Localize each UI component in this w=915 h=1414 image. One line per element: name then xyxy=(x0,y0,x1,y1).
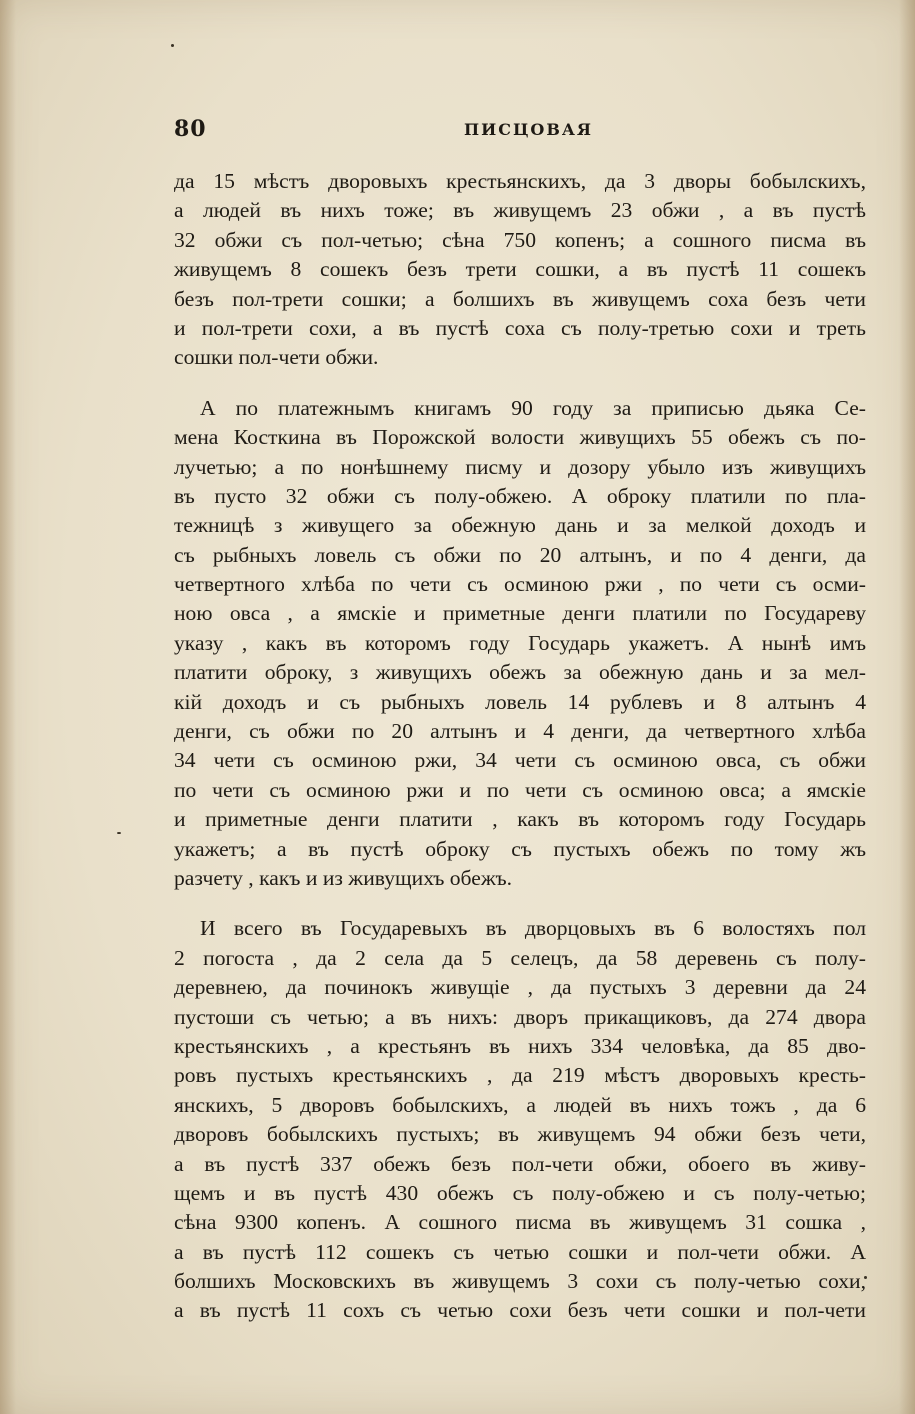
text-line: ровъ пустыхъ крестьянскихъ , да 219 мѣстъ дворовыхъ кресть- xyxy=(174,1063,866,1088)
text-line: а въ пустѣ 11 сохъ съ четью сохи безъ чети сошки и пол-чети xyxy=(174,1298,866,1323)
text-line: платити оброку, з живущихъ обежъ за обежную дань и за мел- xyxy=(174,660,866,685)
text-line: деревнею, да починокъ живущіе , да пустыхъ 3 деревни да 24 xyxy=(174,975,866,1000)
page-number: 80 xyxy=(174,116,207,142)
text-line: укажетъ; а въ пустѣ оброку съ пустыхъ обежъ по тому жъ xyxy=(174,836,866,861)
text-line: и приметные денги платити , какъ въ которомъ году Государь xyxy=(174,807,866,832)
text-line: живущемъ 8 сошекъ безъ трети сошки, а въ пустѣ 11 сошекъ xyxy=(174,257,866,282)
text-line: И всего въ Государевыхъ въ дворцовыхъ въ 6 волостяхъ пол xyxy=(200,916,866,941)
text-line: указу , какъ въ которомъ году Государь укажетъ. А нынѣ имъ xyxy=(174,630,866,655)
text-line: и пол-трети сохи, а въ пустѣ соха съ полу-третью сохи и треть xyxy=(174,315,866,340)
text-line: а людей въ нихъ тоже; въ живущемъ 23 обжи , а въ пустѣ xyxy=(174,198,866,223)
body-text xyxy=(174,167,866,1326)
text-line: а въ пустѣ 337 обежъ безъ пол-чети обжи, обоего въ живу- xyxy=(174,1151,866,1176)
text-line: а въ пустѣ 112 сошекъ съ четью сошки и пол-чети обжи. А xyxy=(174,1239,866,1264)
running-head: ПИСЦОВАЯ xyxy=(464,120,594,139)
text-line: кій доходъ и съ рыбныхъ ловель 14 рублевъ и 8 алтынъ 4 xyxy=(174,689,866,714)
text-line: болшихъ Московскихъ въ живущемъ 3 сохи съ полу-четью сохи, xyxy=(174,1269,866,1294)
text-line: денги, съ обжи по 20 алтынъ и 4 денги, да четвертного хлѣба xyxy=(174,719,866,744)
text-line: крестьянскихъ , а крестьянъ въ нихъ 334 человѣка, да 85 дво- xyxy=(174,1033,866,1058)
text-line: дворовъ бобылскихъ пустыхъ; въ живущемъ 94 обжи безъ чети, xyxy=(174,1122,866,1147)
page-shadow-right xyxy=(899,0,915,1414)
text-line: разчету , какъ и из живущихъ обежъ. xyxy=(174,865,513,890)
text-line: мена Косткина въ Порожской волости живущихъ 55 обежъ съ по- xyxy=(174,425,866,450)
text-line: пустоши съ четью; а въ нихъ: дворъ прикащиковъ, да 274 двора xyxy=(174,1004,866,1029)
text-line: 34 чети съ осминою ржи, 34 чети съ осминою овса, съ обжи xyxy=(174,748,866,773)
page-shadow-left xyxy=(0,0,16,1414)
text-line: тежницѣ з живущего за обежную дань и за мелкой доходъ и xyxy=(174,513,866,538)
text-line: янскихъ, 5 дворовъ бобылскихъ, а людей въ нихъ тожъ , да 6 xyxy=(174,1092,866,1117)
text-line: въ пусто 32 обжи съ полу-обжею. А оброку платили по пла- xyxy=(174,483,866,508)
text-line: безъ пол-трети сошки; а болшихъ въ живущемъ соха безъ чети xyxy=(174,286,866,311)
print-speck xyxy=(171,44,174,47)
text-line: да 15 мѣстъ дворовыхъ крестьянскихъ, да 3 дворы бобылскихъ, xyxy=(174,169,866,193)
text-line: по чети съ осминою ржи и по чети съ осминою овса; а ямскіе xyxy=(174,777,866,802)
print-speck xyxy=(117,832,121,834)
text-line: съ рыбныхъ ловель съ обжи по 20 алтынъ, и по 4 денги, да xyxy=(174,542,866,567)
text-line: лучетью; а по нонѣшнему писму и дозору убыло изъ живущихъ xyxy=(174,454,866,479)
paragraph-2 xyxy=(174,394,866,894)
text-line: 32 обжи съ пол-четью; сѣна 750 копенъ; а сошного писма въ xyxy=(174,227,866,252)
text-line: щемъ и въ пустѣ 430 обежъ съ полу-обжею и съ полу-четью; xyxy=(174,1180,866,1205)
text-line: 2 погоста , да 2 села да 5 селецъ, да 58 деревень съ полу- xyxy=(174,945,866,970)
paragraph-1 xyxy=(174,167,866,373)
page-header xyxy=(174,116,864,150)
text-line: ною овса , а ямскіе и приметные денги платили по Государеву xyxy=(174,601,866,626)
paragraph-3 xyxy=(174,914,866,1325)
text-line: четвертного хлѣба по чети съ осминою ржи , по чети съ осми- xyxy=(174,572,866,597)
text-line: сошки пол-чети обжи. xyxy=(174,345,379,370)
text-line: сѣна 9300 копенъ. А сошного писма въ живущемъ 31 сошка , xyxy=(174,1210,866,1235)
text-line: А по платежнымъ книгамъ 90 году за приписью дьяка Се- xyxy=(200,395,866,420)
